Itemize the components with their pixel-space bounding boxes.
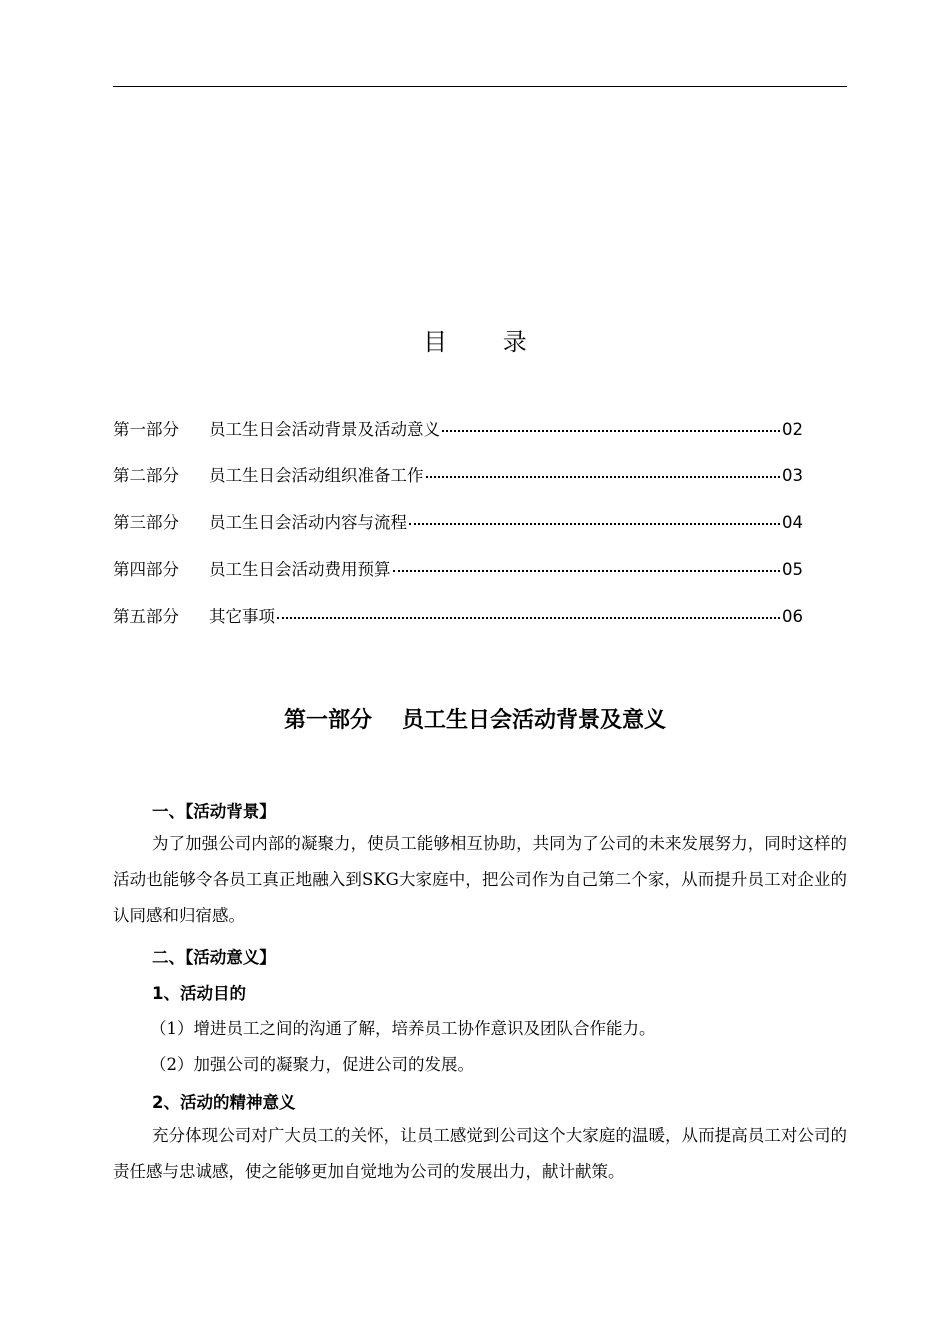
toc-item-text: 员工生日会活动内容与流程 [209, 513, 407, 532]
toc-item-part: 第二部分 [113, 466, 179, 485]
toc-leader-dots [277, 617, 780, 619]
toc-item-part: 第四部分 [113, 560, 179, 579]
section-title-text: 员工生日会活动背景及意义 [402, 708, 667, 733]
purpose-heading: 1、活动目的 [152, 984, 246, 1003]
toc-item-page: 06 [782, 607, 803, 626]
background-heading: 一、【活动背景】 [152, 802, 276, 821]
toc-item-part: 第五部分 [113, 607, 179, 626]
meaning-heading: 二、【活动意义】 [152, 948, 276, 967]
toc-item-text: 员工生日会活动费用预算 [209, 560, 391, 579]
toc-item-page: 02 [782, 420, 803, 439]
toc-item [113, 556, 803, 582]
toc-item-text: 员工生日会活动背景及活动意义 [209, 420, 440, 439]
toc-item [113, 603, 803, 629]
toc-item-part: 第一部分 [113, 420, 179, 439]
section-part: 第一部分 [283, 708, 372, 733]
toc-leader-dots [393, 570, 781, 572]
toc-item [113, 509, 803, 535]
toc-item-text: 其它事项 [209, 607, 275, 626]
toc-item [113, 462, 803, 488]
toc-item [113, 416, 803, 442]
section-title [0, 703, 950, 734]
toc-item-part: 第三部分 [113, 513, 179, 532]
spirit-heading: 2、活动的精神意义 [152, 1093, 296, 1112]
toc-item-page: 03 [782, 466, 803, 485]
purpose-item: （2）加强公司的凝聚力，促进公司的发展。 [150, 1055, 474, 1074]
toc-item-page: 04 [782, 513, 803, 532]
header-rule [113, 86, 847, 87]
toc-leader-dots [409, 523, 780, 525]
toc-title: 目 录 [423, 328, 551, 356]
toc-item-text: 员工生日会活动组织准备工作 [209, 466, 424, 485]
toc-item-page: 05 [782, 560, 803, 579]
spirit-paragraph: 充分体现公司对广大员工的关怀，让员工感觉到公司这个大家庭的温暖，从而提高员工对公司的责任感与忠诚感，使之能够更加自觉地为公司的发展出力，献计献策。 [113, 1126, 847, 1181]
purpose-item: （1）增进员工之间的沟通了解，培养员工协作意识及团队合作能力。 [150, 1019, 656, 1038]
background-paragraph: 为了加强公司内部的凝聚力，使员工能够相互协助，共同为了公司的未来发展努力，同时这样的活动也能够令各员工真正地融入到SKG大家庭中，把公司作为自己第二个家，从而提升员工对企业的认同感和归宿感。 [113, 834, 847, 925]
toc-leader-dots [426, 476, 781, 478]
toc-leader-dots [442, 430, 780, 432]
